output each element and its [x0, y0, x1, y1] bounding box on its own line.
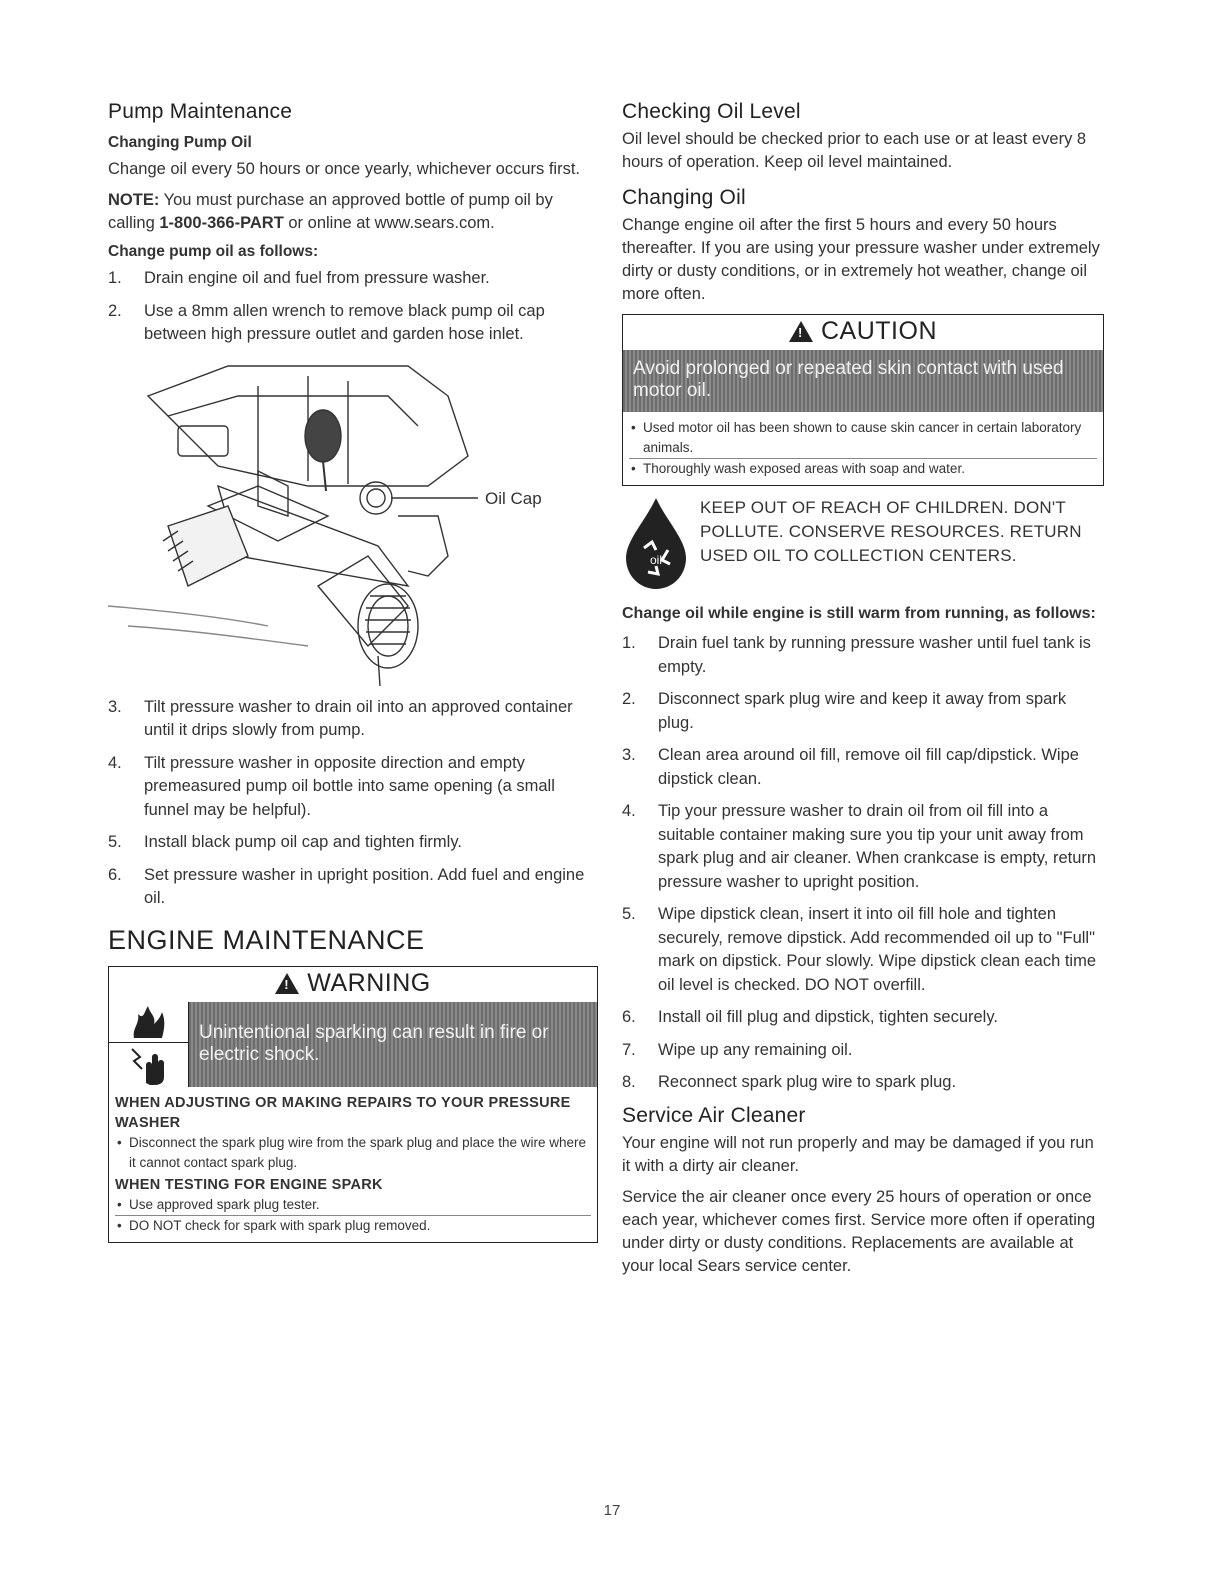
list-item: [622, 1006, 1104, 1030]
caution-triangle-icon: [789, 321, 813, 342]
step-text: Wipe dipstick clean, insert it into oil fill hole and tighten securely, remove dipstick. Add recommended oil up to "Full" mark on dipstick. Pour slowly. Wipe dipstick clean each time oil level is checked. DO NOT overfill.: [658, 905, 1097, 994]
engine-maintenance-title: ENGINE MAINTENANCE: [108, 924, 425, 955]
step-text: Drain fuel tank by running pressure washer until fuel tank is empty.: [658, 634, 1091, 676]
step-number: 1.: [108, 269, 122, 287]
right-column: [622, 100, 1104, 1286]
warning-band: Unintentional sparking can result in fire or electric shock.: [189, 1002, 597, 1087]
step-text: Install black pump oil cap and tighten firmly.: [144, 833, 462, 851]
changing-pump-oil-title: Changing Pump Oil: [108, 134, 252, 151]
list-item: [622, 688, 1104, 735]
step-text: Tilt pressure washer to drain oil into an approved container until it drips slowly from pump.: [144, 697, 573, 739]
step-number: 8.: [622, 1073, 636, 1091]
warning-box: [108, 966, 598, 1243]
warning-body: [109, 1087, 597, 1242]
step-text: Reconnect spark plug wire to spark plug.: [658, 1073, 957, 1091]
changing-oil-title: Changing Oil: [622, 186, 746, 209]
list-item: [108, 267, 598, 291]
step-text: Tilt pressure washer in opposite direction and empty premeasured pump oil bottle into same opening (a small funnel may be helpful).: [144, 753, 555, 819]
checking-oil-level-text: Oil level should be checked prior to each use or at least every 8 hours of operation. Keep oil level maintained.: [622, 130, 1087, 171]
caution-header-text: CAUTION: [821, 317, 937, 345]
step-text: Drain engine oil and fuel from pressure washer.: [144, 269, 490, 287]
changing-oil-text: Change engine oil after the first 5 hours and every 50 hours thereafter. If you are using your pressure washer under extremely dirty or dusty conditions, or in extremely hot weather, change oil more often.: [622, 216, 1100, 303]
pump-steps-a: [108, 267, 598, 347]
caution-header: [623, 315, 1103, 350]
oil-cap-callout: Oil Cap: [485, 488, 542, 508]
step-number: 4.: [622, 802, 636, 820]
warning-caption-1: WHEN ADJUSTING OR MAKING REPAIRS TO YOUR PRESSURE WASHER: [115, 1094, 571, 1131]
caution-band: Avoid prolonged or repeated skin contact with used motor oil.: [623, 350, 1103, 412]
step-text: Install oil fill plug and dipstick, tighten securely.: [658, 1008, 998, 1026]
service-air-cleaner-title: Service Air Cleaner: [622, 1103, 806, 1127]
list-item: • DO NOT check for spark with spark plug removed.: [115, 1215, 591, 1236]
list-item: [108, 864, 598, 911]
step-number: 3.: [622, 746, 636, 764]
warm-engine-title: Change oil while engine is still warm from running, as follows:: [622, 605, 1096, 622]
list-item: [108, 300, 598, 347]
air-cleaner-text-2: Service the air cleaner once every 25 hours of operation or once each year, whichever comes first. Service more often if operating under dirty or dusty conditions. Replacements are available at your local Sears service center.: [622, 1187, 1096, 1275]
step-number: 6.: [108, 865, 122, 884]
list-item: [108, 696, 598, 743]
note-text-2: or online at www.sears.com.: [283, 214, 495, 232]
list-item: [622, 1071, 1104, 1095]
list-item: [622, 903, 1104, 997]
step-number: 2.: [108, 301, 122, 320]
oil-change-steps: [622, 632, 1104, 1095]
step-text: Clean area around oil fill, remove oil fill cap/dipstick. Wipe dipstick clean.: [658, 746, 1079, 788]
warning-band-row: [109, 1002, 597, 1087]
checking-oil-level-title: Checking Oil Level: [622, 100, 801, 123]
step-number: 7.: [622, 1040, 636, 1059]
oil-recycle-drop-icon: [622, 496, 690, 591]
step-text: Use a 8mm allen wrench to remove black pump oil cap between high pressure outlet and garden hose inlet.: [144, 301, 545, 343]
list-item: [622, 1039, 1104, 1063]
drop-label: oil: [649, 553, 663, 567]
warning-list-1: [115, 1133, 591, 1173]
caution-body: [623, 412, 1103, 485]
note-paragraph: [108, 189, 598, 235]
pump-steps-b: [108, 696, 598, 911]
step-number: 3.: [108, 697, 122, 716]
list-item: • Thoroughly wash exposed areas with soap and water.: [629, 458, 1097, 479]
pump-maintenance-title: Pump Maintenance: [108, 100, 293, 123]
step-text: Set pressure washer in upright position. Add fuel and engine oil.: [144, 865, 585, 907]
list-item: [622, 632, 1104, 679]
list-item: [108, 831, 598, 855]
list-item: • Used motor oil has been shown to cause skin cancer in certain laboratory animals.: [629, 418, 1097, 458]
pump-oil-cap-figure: [108, 356, 598, 686]
warning-caption-2: WHEN TESTING FOR ENGINE SPARK: [115, 1176, 383, 1193]
step-text: Disconnect spark plug wire and keep it away from spark plug.: [658, 690, 1067, 732]
left-column: [108, 100, 598, 1253]
change-every-text: Change oil every 50 hours or once yearly, whichever occurs first.: [108, 160, 580, 178]
list-item: • Disconnect the spark plug wire from the spark plug and place the wire where it cannot contact spark plug.: [115, 1133, 591, 1173]
list-item: [622, 744, 1104, 791]
page-number: 17: [603, 1502, 621, 1519]
electric-shock-icon: [109, 1043, 188, 1087]
step-text: Tip your pressure washer to drain oil from oil fill into a suitable container making sure you tip your unit away from spark plug and air cleaner. When crankcase is empty, return pressure washer to upright position.: [658, 802, 1097, 891]
note-label: NOTE:: [108, 191, 160, 209]
warning-icon-column: [109, 1002, 189, 1087]
step-number: 1.: [622, 634, 636, 652]
note-text-1: You must purchase an approved bottle of pump oil by calling: [108, 191, 553, 232]
warning-list-2: [115, 1195, 591, 1236]
list-item: [622, 800, 1104, 894]
warning-triangle-icon: [275, 973, 299, 994]
list-item: • Use approved spark plug tester.: [115, 1195, 591, 1215]
step-text: Wipe up any remaining oil.: [658, 1040, 853, 1059]
step-number: 4.: [108, 753, 122, 772]
fire-icon: [109, 1002, 188, 1043]
recycle-notice: [622, 496, 1104, 591]
warning-header: [109, 967, 597, 1002]
air-cleaner-text-1: Your engine will not run properly and may be damaged if you run it with a dirty air cleaner.: [622, 1133, 1094, 1175]
step-number: 5.: [622, 905, 636, 923]
step-number: 5.: [108, 833, 122, 851]
caution-box: [622, 314, 1104, 486]
note-phone: 1-800-366-PART: [159, 214, 284, 232]
step-number: 6.: [622, 1008, 636, 1026]
pump-illustration: [108, 356, 598, 686]
recycle-text: KEEP OUT OF REACH OF CHILDREN. DON'T POLLUTE. CONSERVE RESOURCES. RETURN USED OIL TO COLLECTION CENTERS.: [700, 498, 1082, 565]
list-item: [108, 752, 598, 823]
step-number: 2.: [622, 690, 636, 708]
caution-list: [629, 418, 1097, 479]
change-as-follows-title: Change pump oil as follows:: [108, 243, 319, 260]
warning-header-text: WARNING: [307, 968, 431, 997]
